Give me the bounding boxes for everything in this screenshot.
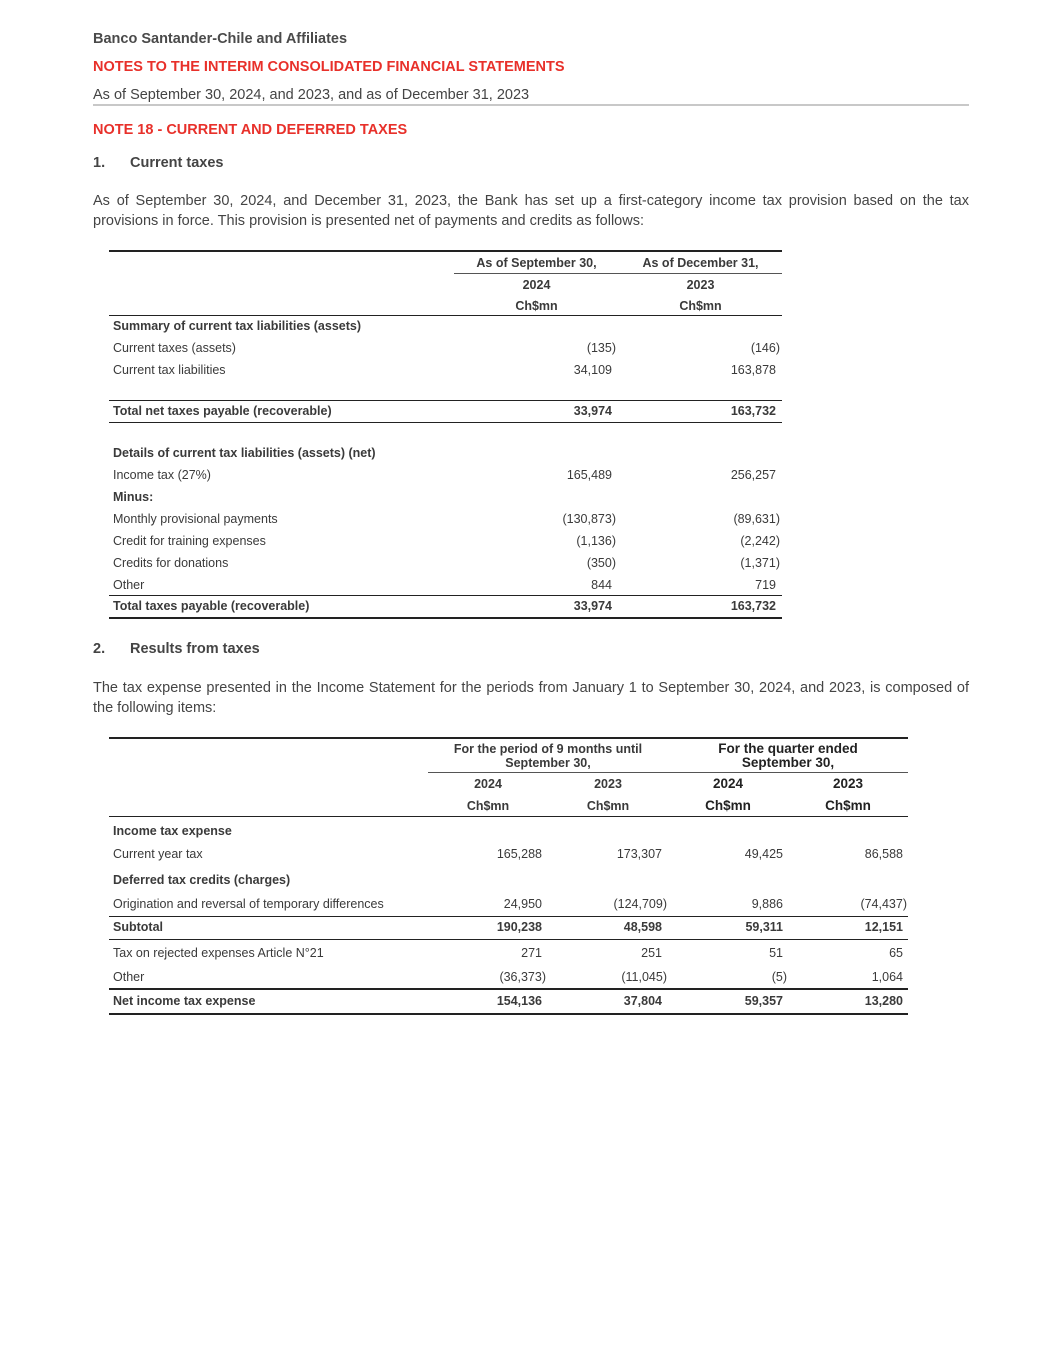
col1-unit: Ch$mn: [515, 299, 558, 313]
row-value-2024: 33,974: [573, 599, 612, 613]
row-label: Credit for training expenses: [113, 534, 266, 548]
header-rule: [454, 273, 782, 274]
row-value: 37,804: [623, 994, 662, 1008]
net-row: [109, 990, 908, 1012]
notes-title: NOTES TO THE INTERIM CONSOLIDATED FINANCIAL STATEMENTS: [93, 59, 565, 75]
year-9m-2024: 2024: [474, 777, 502, 791]
unit-q-2023: Ch$mn: [825, 798, 871, 813]
table-row: [109, 531, 782, 551]
row-label: Credits for donations: [113, 556, 229, 570]
note-title: NOTE 18 - CURRENT AND DEFERRED TAXES: [93, 122, 408, 138]
total-net-row: [109, 401, 782, 421]
year-q-2024: 2024: [712, 776, 744, 791]
total-net-bottom-rule: [109, 422, 782, 423]
row-value-2024: (350): [586, 556, 616, 570]
row-label: Current year tax: [113, 847, 203, 861]
subtotal-bottom-rule: [109, 939, 908, 940]
income-tax-heading: Income tax expense: [113, 824, 232, 838]
row-value: 86,588: [864, 847, 903, 861]
table-top-rule: [109, 737, 908, 739]
year-q-2023: 2023: [832, 776, 864, 791]
row-label: Other: [113, 578, 145, 592]
deferred-heading: Deferred tax credits (charges): [113, 873, 291, 887]
table-bottom-rule: [109, 1013, 908, 1015]
section-1-heading: [93, 155, 223, 171]
row-value-2023: 163,878: [730, 363, 776, 377]
minus-label: Minus:: [113, 490, 154, 504]
row-label: Current tax liabilities: [113, 363, 226, 377]
table-row: [109, 575, 782, 595]
row-value: 51: [769, 946, 783, 960]
table-top-rule: [109, 250, 782, 252]
row-value-2024: 34,109: [573, 363, 612, 377]
row-value: 59,311: [745, 920, 783, 934]
year-9m-2023: 2023: [594, 777, 622, 791]
row-value: (11,045): [621, 970, 667, 984]
row-value: 154,136: [496, 994, 542, 1008]
row-label: Income tax (27%): [113, 468, 211, 482]
col2-year: 2023: [686, 278, 715, 292]
header-divider: [93, 104, 969, 106]
row-value-2024: 844: [591, 578, 612, 592]
section-1-title: Current taxes: [130, 155, 224, 171]
col2-header: As of December 31,: [642, 256, 759, 270]
row-value: 251: [641, 946, 662, 960]
table-row: [109, 966, 908, 988]
unit-9m-2023: Ch$mn: [586, 799, 630, 813]
row-value-2023: (146): [750, 341, 780, 355]
subtotal-row: [109, 916, 908, 938]
row-value-2024: (130,873): [562, 512, 616, 526]
unit-9m-2024: Ch$mn: [466, 799, 510, 813]
table-row: [109, 509, 782, 529]
table-row: [109, 843, 908, 865]
as-of-date: As of September 30, 2024, and 2023, and as of December 31, 2023: [93, 87, 530, 103]
row-label: Other: [113, 970, 145, 984]
table-row: [109, 942, 908, 964]
section-2-title: Results from taxes: [130, 641, 260, 657]
row-label: Origination and reversal of temporary differences: [113, 897, 384, 911]
header-bottom-rule: [109, 816, 908, 817]
row-value: 1,064: [871, 970, 903, 984]
row-value: 48,598: [623, 920, 662, 934]
row-label: Tax on rejected expenses Article N°21: [113, 946, 324, 960]
row-value-2023: 163,732: [730, 599, 776, 613]
row-value-2023: 719: [755, 578, 776, 592]
row-value-2023: (89,631): [733, 512, 780, 526]
table-row: [109, 443, 782, 463]
row-value: 165,288: [496, 847, 542, 861]
total-row: [109, 596, 782, 616]
row-value: 65: [889, 946, 903, 960]
details-heading: Details of current tax liabilities (assets) (net): [113, 446, 376, 460]
row-value: 173,307: [616, 847, 662, 861]
section-1-number: 1.: [93, 155, 106, 171]
row-value-2023: 163,732: [730, 404, 776, 418]
table-row: [109, 465, 782, 485]
row-value: 24,950: [503, 897, 542, 911]
section-1-paragraph: As of September 30, 2024, and December 31, 2023, the Bank has set up a first-category income tax provision based on the tax provisions in force. This provision is presented net of payments and credits as follows:: [93, 193, 969, 229]
table-row: [109, 553, 782, 573]
table-row: [109, 316, 782, 336]
section-2-heading: [93, 641, 260, 657]
table-row: [109, 820, 908, 842]
unit-q-2024: Ch$mn: [705, 798, 751, 813]
summary-heading: Summary of current tax liabilities (assets): [113, 319, 362, 333]
table-bottom-rule: [109, 617, 782, 619]
row-value-2023: (1,371): [740, 556, 780, 570]
col2-unit: Ch$mn: [679, 299, 722, 313]
row-value: 9,886: [751, 897, 783, 911]
col1-header: As of September 30,: [476, 256, 597, 270]
row-value-2024: (135): [586, 341, 616, 355]
row-value-2024: 165,489: [566, 468, 612, 482]
group1-header: For the period of 9 months until September 30,: [453, 742, 643, 770]
row-label: Subtotal: [113, 920, 163, 934]
row-value: 13,280: [864, 994, 903, 1008]
row-label: Net income tax expense: [113, 994, 256, 1008]
row-label: Monthly provisional payments: [113, 512, 278, 526]
table-row: [109, 893, 908, 915]
row-value: (36,373): [499, 970, 546, 984]
row-value: 59,357: [744, 994, 783, 1008]
row-label: Total net taxes payable (recoverable): [113, 404, 332, 418]
col1-year: 2024: [522, 278, 551, 292]
row-value: (5): [771, 970, 787, 984]
row-value: 12,151: [864, 920, 903, 934]
row-value-2023: (2,242): [740, 534, 780, 548]
row-label: Current taxes (assets): [113, 341, 236, 355]
row-value-2024: (1,136): [576, 534, 616, 548]
row-value: 49,425: [744, 847, 783, 861]
row-value: 271: [521, 946, 542, 960]
section-2-paragraph: The tax expense presented in the Income Statement for the periods from January 1 to September 30, 2024, and 2023, is composed of the following items:: [93, 680, 969, 716]
table-row: [109, 360, 782, 380]
table-row: [109, 869, 908, 891]
row-label: Total taxes payable (recoverable): [113, 599, 310, 613]
row-value-2024: 33,974: [573, 404, 612, 418]
section-2-number: 2.: [93, 641, 106, 657]
table-row: [109, 487, 782, 507]
row-value-2023: 256,257: [730, 468, 776, 482]
row-value: (124,709): [613, 897, 667, 911]
row-value: 190,238: [496, 920, 542, 934]
group-header-rule: [428, 772, 908, 773]
company-name: Banco Santander-Chile and Affiliates: [93, 31, 348, 47]
row-value: (74,437): [860, 897, 907, 911]
group2-header: For the quarter ended September 30,: [718, 741, 858, 770]
table-row: [109, 338, 782, 358]
